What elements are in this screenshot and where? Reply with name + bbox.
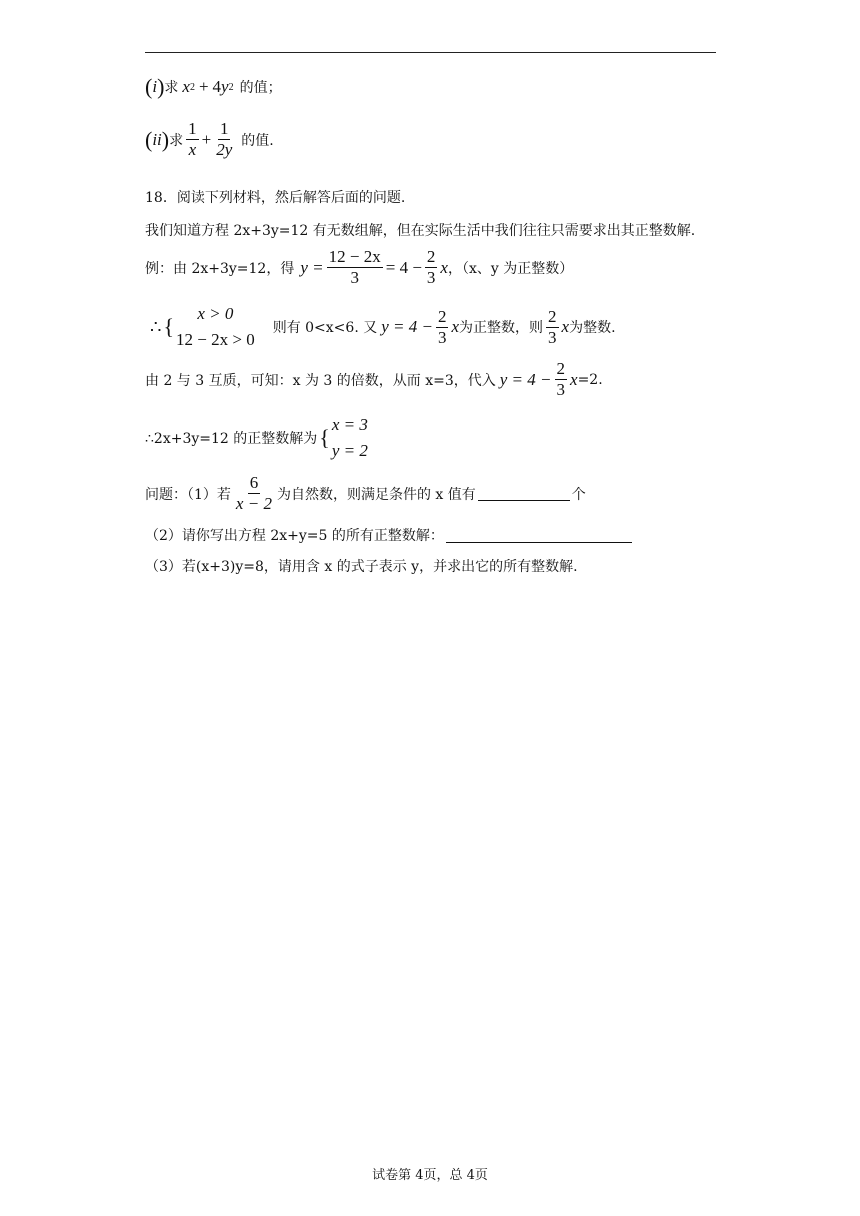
fraction-6-over-x-2: $\frac{6}{x - 2}$ [235,473,272,513]
part-i-suffix: 的值； [239,80,282,96]
q18-problem-2: （2）请你写出方程 2x+y=5 的所有正整数解： [145,525,632,545]
fraction-12-2x-over-3: $\frac{12 - 2x}{3}$ [328,247,381,287]
q18-problem-1: 问题：（1）若 $\frac{6}{x - 2}$ 为自然数，则满足条件的 x 值有 个 [145,473,586,513]
answer-blank-1[interactable] [478,486,570,501]
fraction-1-over-2y: $\frac{1}{2y}$ [216,119,233,159]
q17-part-i: ( i ) 求 x 2 + 4 y 2 的值； [145,74,282,99]
fraction-1-over-x: $\frac{1}{x}$ [188,119,197,159]
q18-coprime: 由 2 与 3 互质，可知：x 为 3 的倍数，从而 x=3，代入 y = 4 − $\frac{2}{3}$ x =2. [145,359,603,399]
part-i-label: i [152,77,158,96]
part-ii-label: ii [152,129,162,149]
q18-example: 例：由 2x+3y=12，得 y = $\frac{12 - 2x}{3}$ = 4 − $\frac{2}{3}$ x ，（x、y 为正整数） [145,247,574,287]
q18-solution: ∴2x+3y=12 的正整数解为 { x = 3 y = 2 [145,415,368,460]
q18-title: 18．阅读下列材料，然后解答后面的问题. [145,190,406,206]
answer-blank-2[interactable] [446,528,632,543]
q18-inequality-system: ∴ { x > 0 12 − 2x > 0 则有 0<x<6. 又 y = 4 − $\frac{2}{3}$ x 为正整数，则 $\frac{2}{3}$ x 为整数. [150,304,616,349]
q18-problem-3: （3）若(x+3)y=8，请用含 x 的式子表示 y，并求出它的所有整数解. [145,559,578,575]
header-rule [145,52,716,53]
q17-part-ii: ( ii ) 求 $\frac{1}{x}$ + $\frac{1}{2y}$ 的值. [145,119,274,159]
page-footer: 试卷第 4页，总 4页 [372,1168,488,1183]
q18-intro: 我们知道方程 2x+3y=12 有无数组解，但在实际生活中我们往往只需要求出其正整数解. [145,223,696,239]
part-i-prefix: 求 [164,80,179,96]
